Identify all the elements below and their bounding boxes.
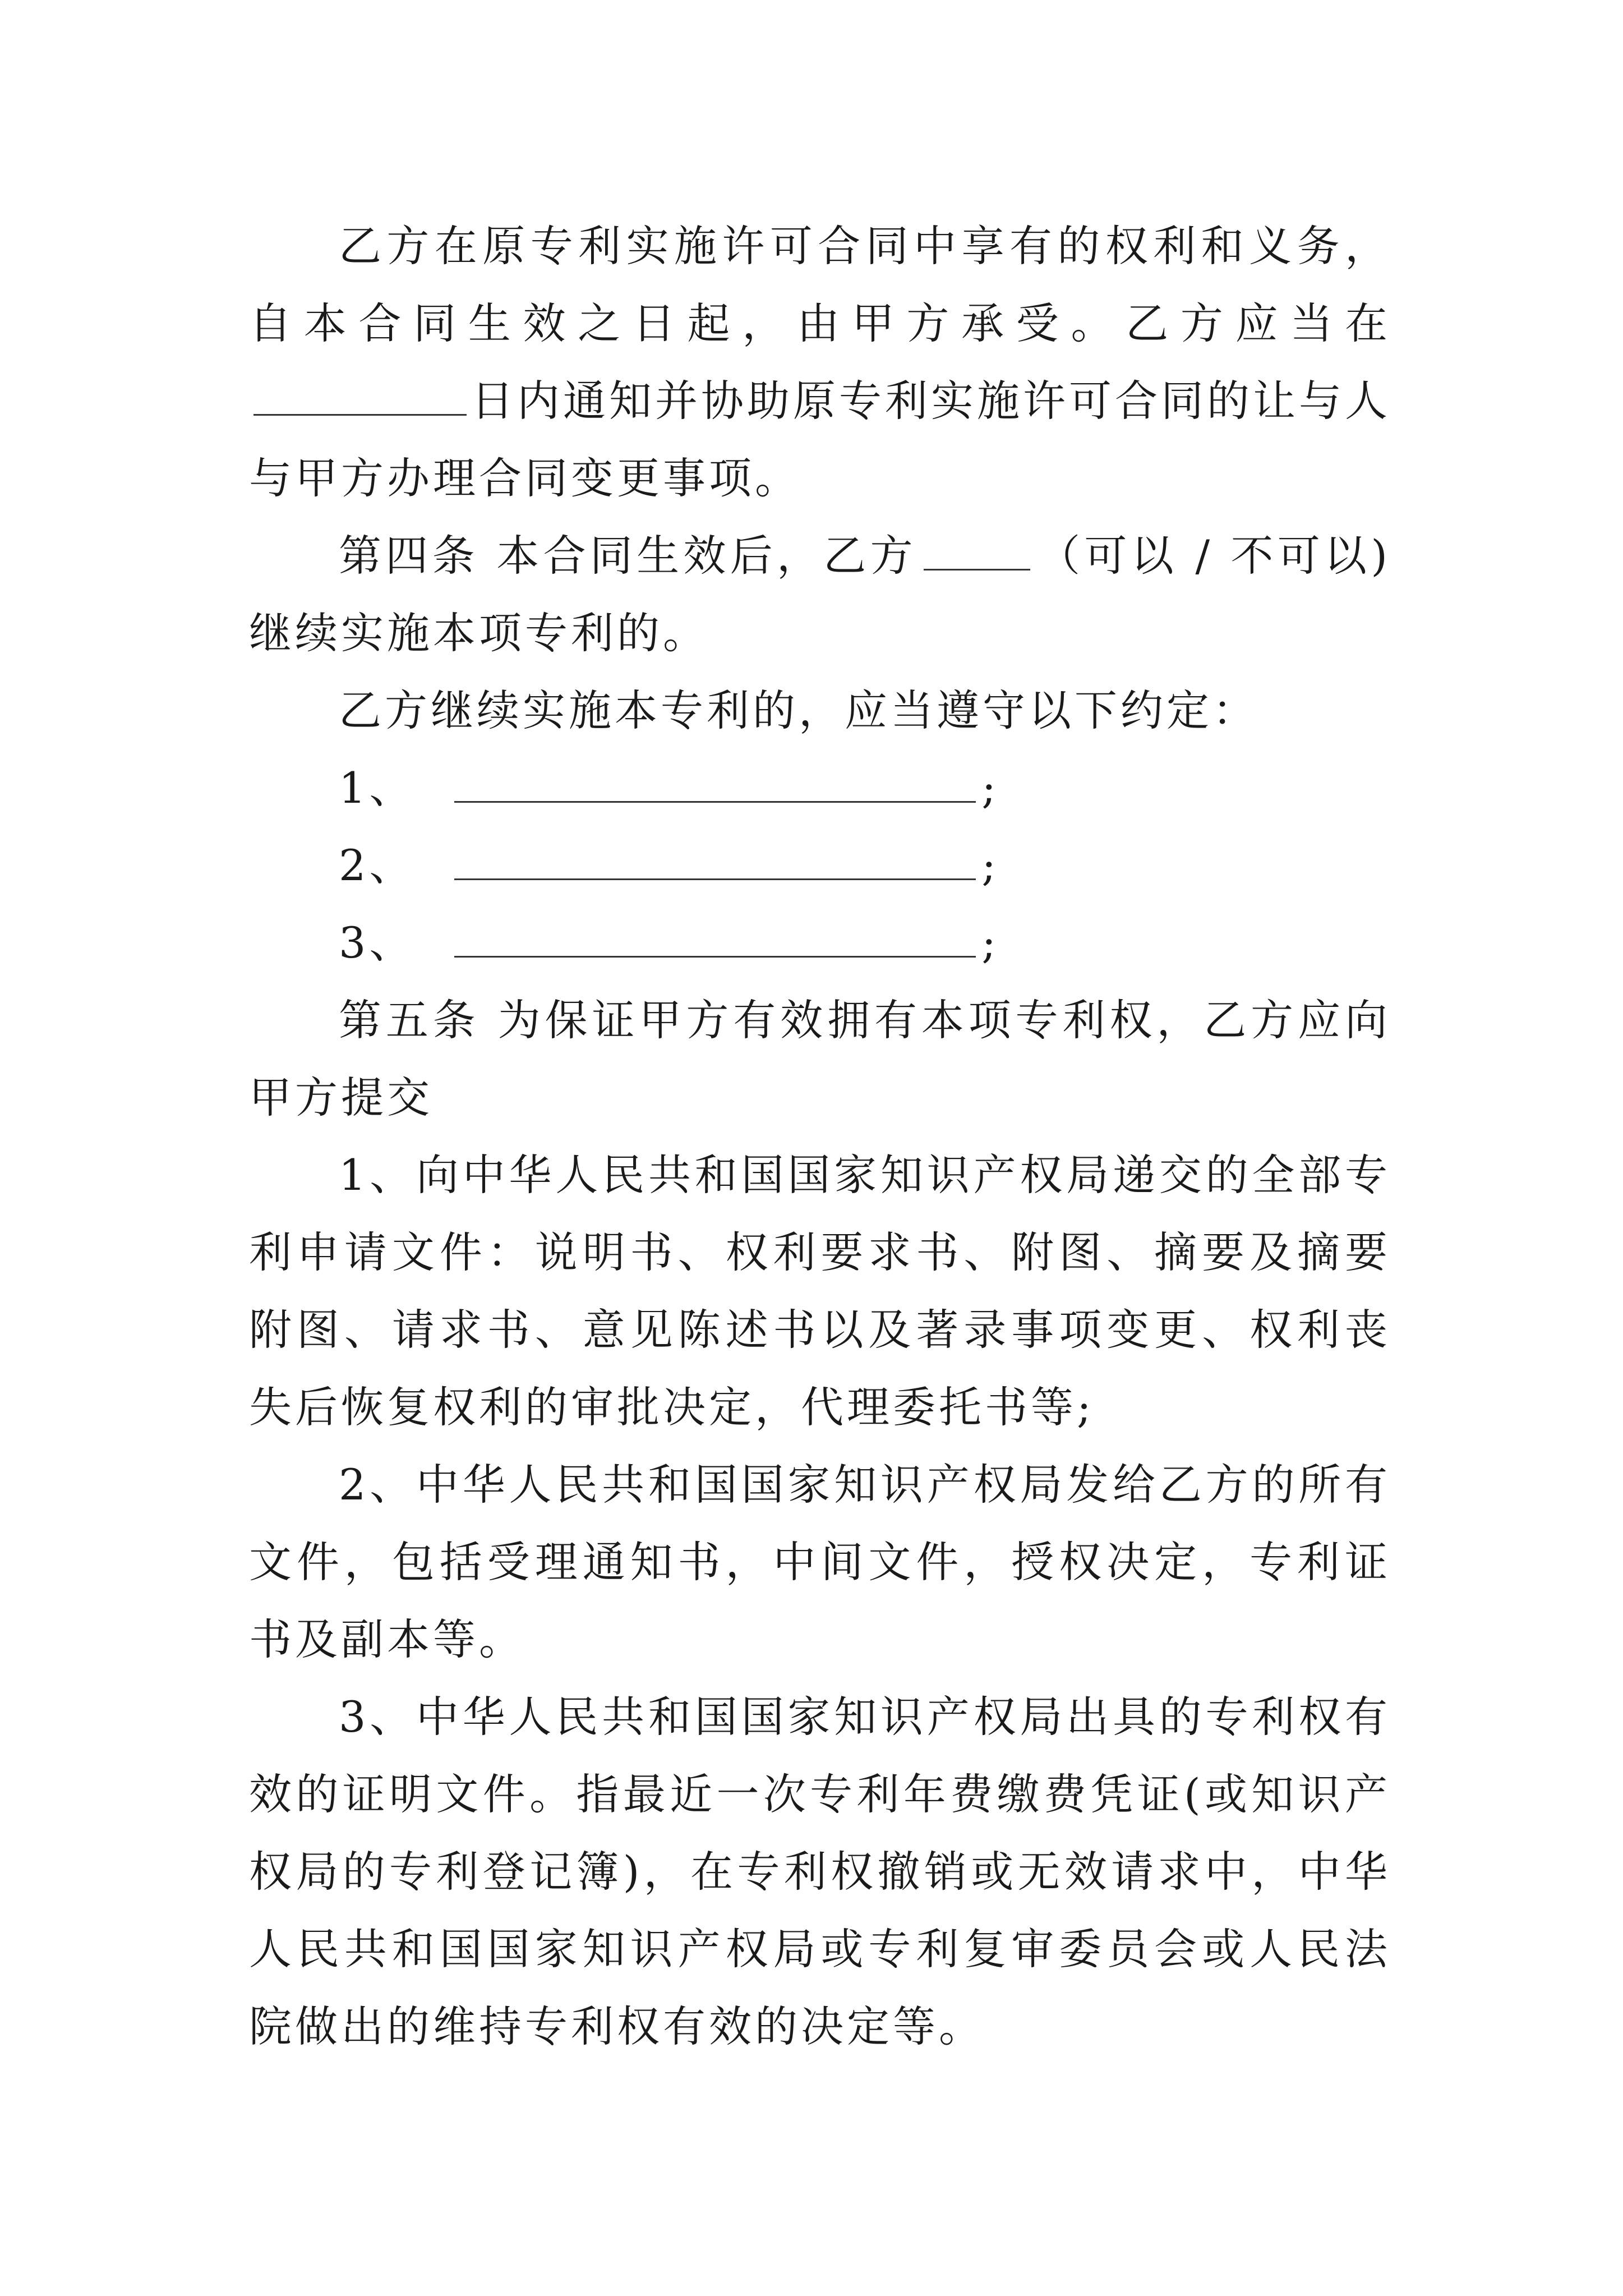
paragraph-item-3-validity-proof: 3、中华人民共和国国家知识产权局出具的专利权有效的证明文件。指最近一次专利年费缴费凭证(或知识产权局的专利登记簿)，在专利权撤销或无效请求中，中华人民共和国国家知识产权局或专利复审委员会或人民法院做出的维持专利权有效的决定等。 (249, 1692, 1391, 2051)
list-end: ; (981, 918, 999, 968)
paragraph-text: 日内通知并协助原专利实施许可合同的让与人与甲方办理合同变更事项。 (249, 376, 1391, 503)
blank-condition-3 (454, 922, 976, 958)
paragraph-rights-transfer (249, 208, 1391, 517)
document-body (249, 208, 1391, 2065)
paragraph-text: 乙方在原专利实施许可合同中享有的权利和义务，自本合同生效之日起，由甲方承受。乙方应当在 (249, 221, 1391, 348)
paragraph-continue-conditions: 乙方继续实施本专利的，应当遵守以下约定： (339, 685, 1258, 735)
paragraph-article-5: 第五条 为保证甲方有效拥有本项专利权，乙方应向甲方提交 (249, 995, 1391, 1122)
blank-condition-2 (454, 845, 976, 880)
list-item-1 (249, 749, 1391, 827)
list-item-3 (249, 904, 1391, 982)
list-end: ; (981, 840, 999, 890)
paragraph-article-4 (249, 517, 1391, 672)
paragraph-item-2-office-documents: 2、中华人民共和国国家知识产权局发给乙方的所有文件，包括受理通知书，中间文件，授权决定，专利证书及副本等。 (249, 1460, 1391, 1664)
list-end: ; (981, 763, 999, 813)
list-item-2 (249, 827, 1391, 904)
list-number: 1、 (339, 763, 416, 813)
list-number: 3、 (339, 918, 416, 968)
paragraph-text: （可以 / 不可以)继续实施本项专利的。 (249, 531, 1391, 658)
blank-can-or-cannot (924, 535, 1030, 570)
list-number: 2、 (339, 840, 416, 890)
blank-days (253, 380, 467, 416)
paragraph-text: 第四条 本合同生效后，乙方 (339, 531, 917, 581)
blank-condition-1 (454, 767, 976, 803)
paragraph-item-1-application-files: 1、向中华人民共和国国家知识产权局递交的全部专利申请文件：说明书、权利要求书、附图、摘要及摘要附图、请求书、意见陈述书以及著录事项变更、权利丧失后恢复权利的审批决定，代理委托书等; (249, 1150, 1391, 1432)
